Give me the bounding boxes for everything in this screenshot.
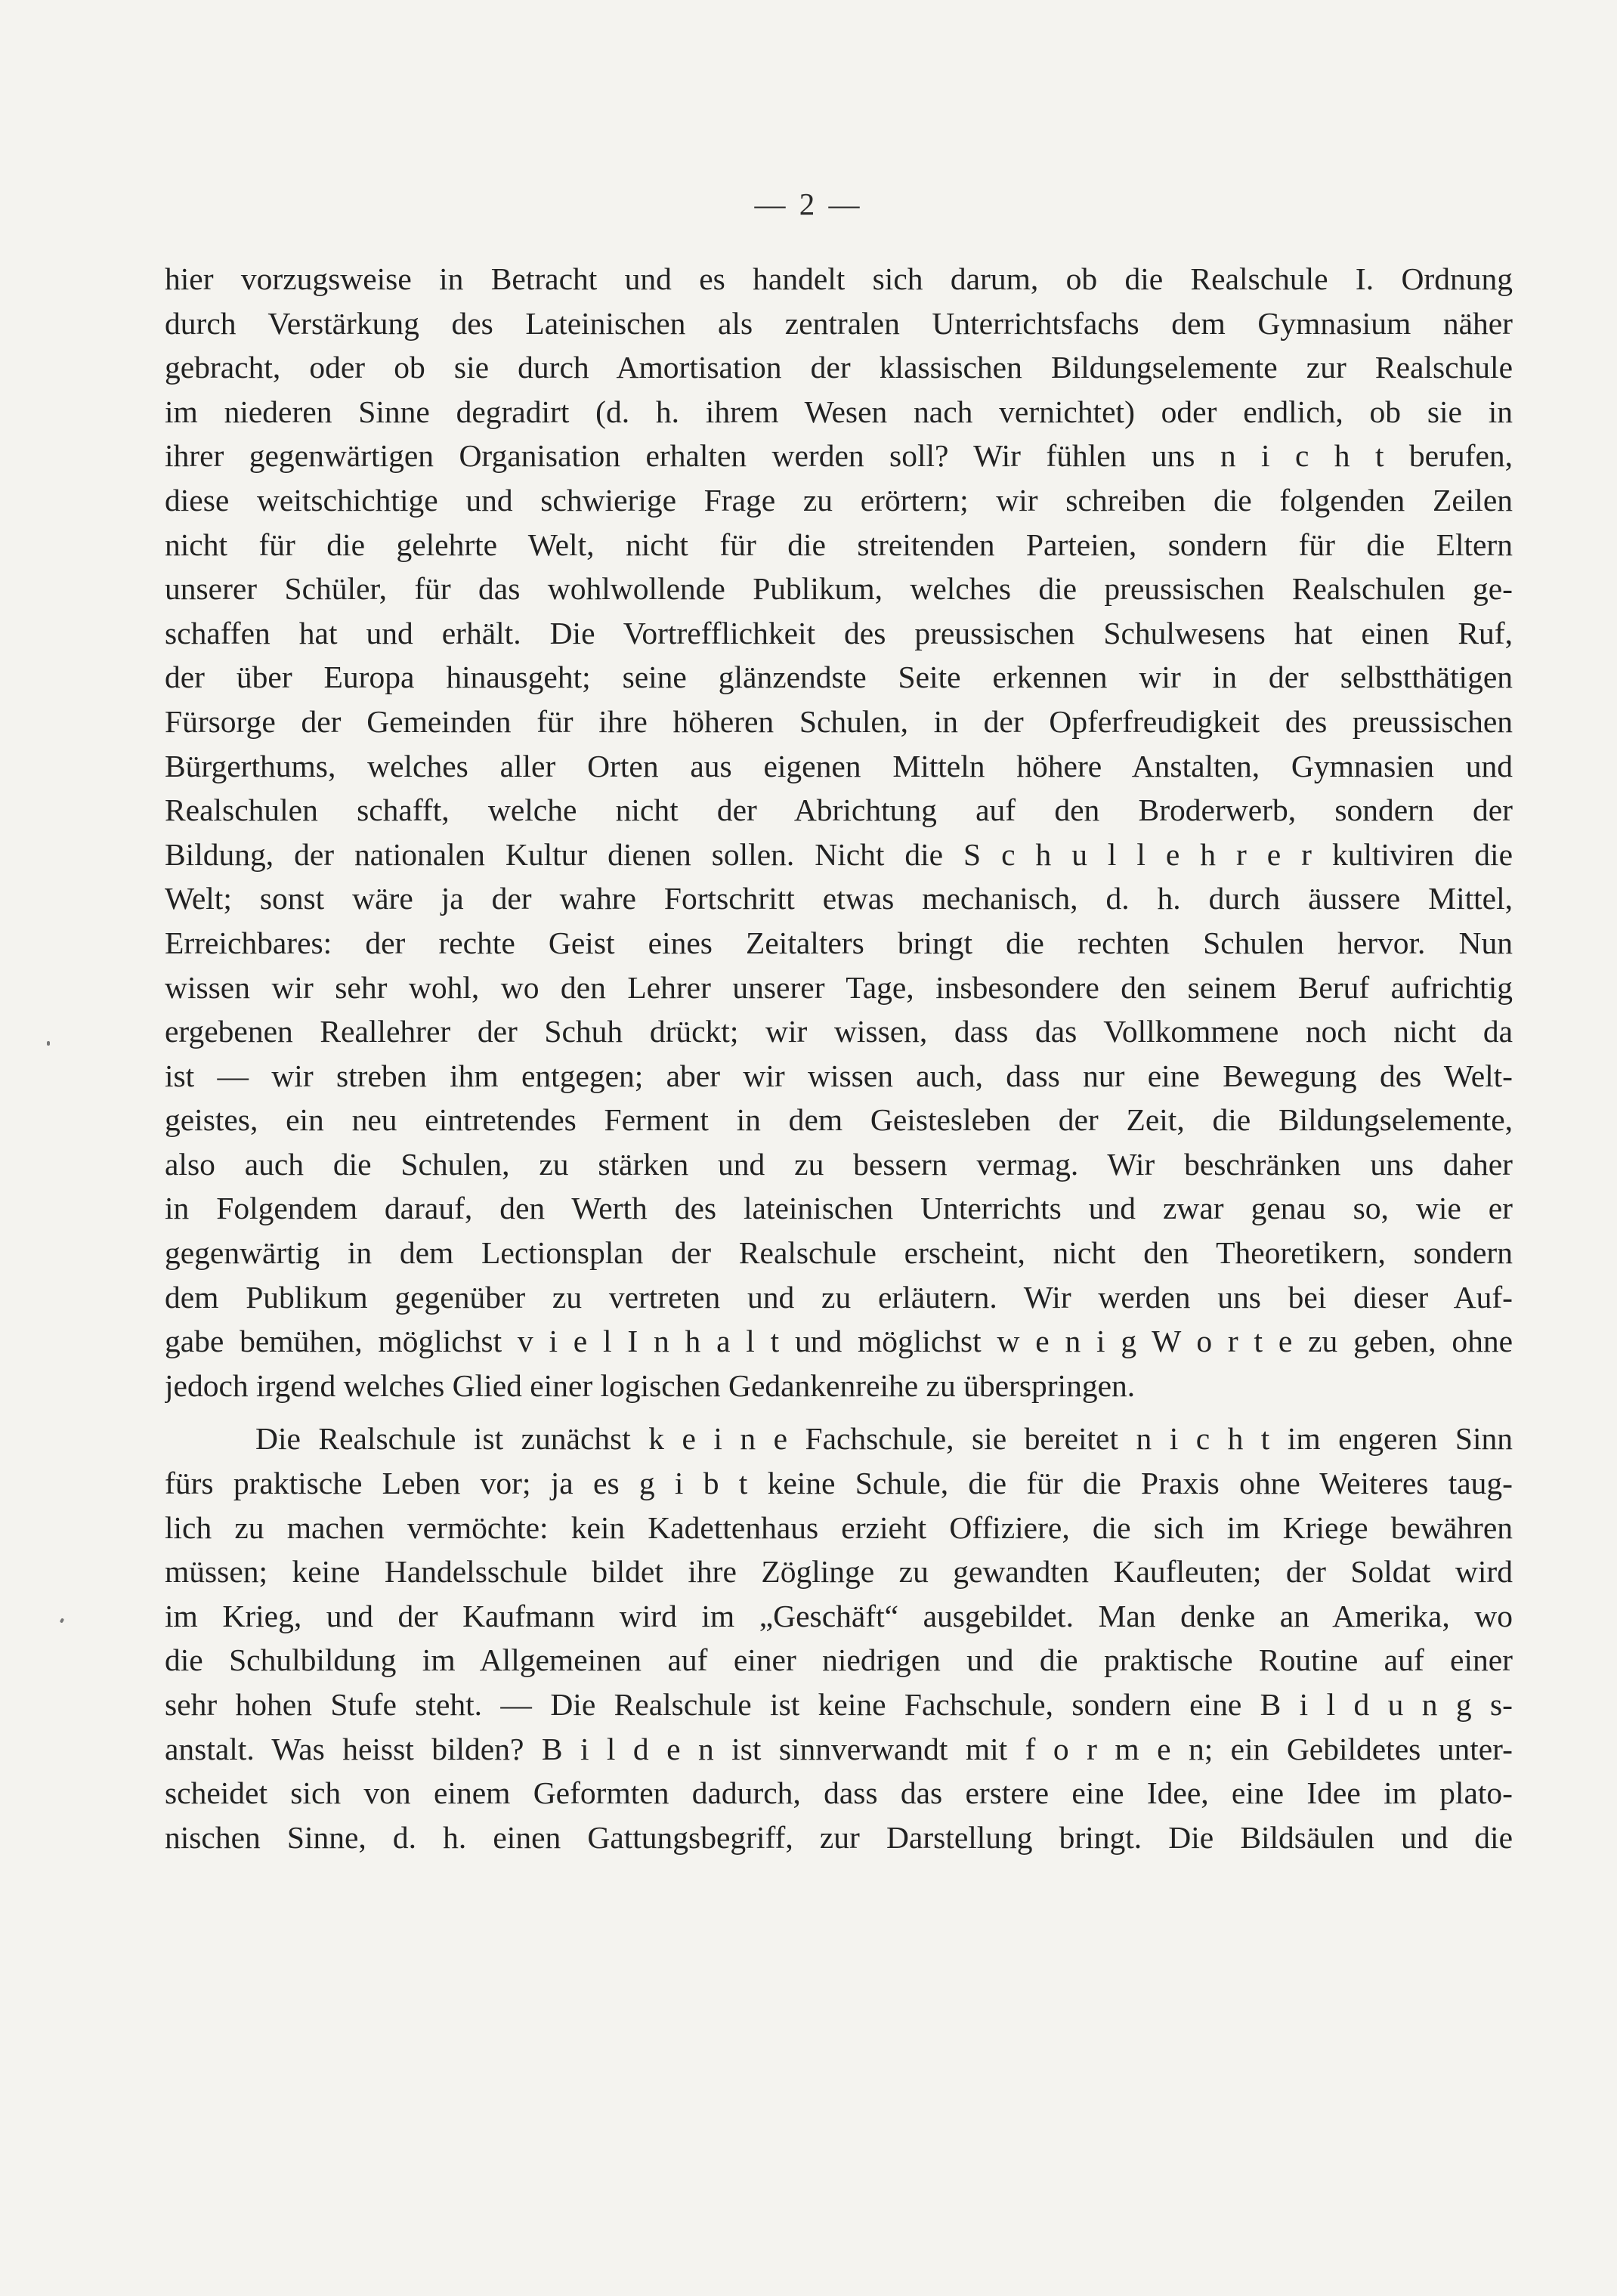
- text-line: schaffen hat und erhält. Die Vortrefflichkeit des preussischen Schulwesens hat einen Ruf,: [165, 615, 1513, 650]
- page-number: — 2 —: [754, 187, 863, 221]
- text-line: hier vorzugsweise in Betracht und es handelt sich darum, ob die Realschule I. Ordnung: [165, 261, 1513, 296]
- text-line: ist — wir streben ihm entgegen; aber wir wissen auch, dass nur eine Bewegung des Welt-: [165, 1058, 1513, 1093]
- text-line: der über Europa hinausgeht; seine glänzendste Seite erkennen wir in der selbstthätigen: [165, 660, 1513, 695]
- text-line: also auch die Schulen, zu stärken und zu bessern vermag. Wir beschränken uns daher: [165, 1146, 1513, 1182]
- text-line: die Schulbildung im Allgemeinen auf einer niedrigen und die praktische Routine auf einer: [165, 1642, 1513, 1678]
- text-line: geistes, ein neu eintretendes Ferment in dem Geistesleben der Zeit, die Bildungselemente,: [165, 1102, 1513, 1138]
- scan-speck: [60, 1618, 64, 1623]
- text-line: anstalt. Was heisst bilden? B i l d e n ist sinnverwandt mit f o r m e n; ein Gebildetes unter-: [165, 1731, 1513, 1766]
- text-line: ihrer gegenwärtigen Organisation erhalten werden soll? Wir fühlen uns n i c h t berufen,: [165, 438, 1513, 474]
- text-line: lich zu machen vermöchte: kein Kadettenhaus erzieht Offiziere, die sich im Kriege bewähren: [165, 1510, 1513, 1545]
- paragraph-1: [165, 257, 1513, 1408]
- paragraph-2: [165, 1417, 1513, 1859]
- text-line: Welt; sonst wäre ja der wahre Fortschritt etwas mechanisch, d. h. durch äussere Mittel,: [165, 881, 1513, 916]
- scan-speck: [47, 1041, 50, 1046]
- text-line: in Folgendem darauf, den Werth des lateinischen Unterrichts und zwar genau so, wie er: [165, 1191, 1513, 1226]
- text-line: sehr hohen Stufe steht. — Die Realschule ist keine Fachschule, sondern eine B i l d u n g s-: [165, 1687, 1513, 1722]
- text-line: gegenwärtig in dem Lectionsplan der Realschule erscheint, nicht den Theoretikern, sondern: [165, 1235, 1513, 1271]
- text-line: wissen wir sehr wohl, wo den Lehrer unserer Tage, insbesondere den seinem Beruf aufrichtig: [165, 969, 1513, 1005]
- text-line: Die Realschule ist zunächst k e i n e Fachschule, sie bereitet n i c h t im engeren Sinn: [255, 1421, 1513, 1457]
- text-line: diese weitschichtige und schwierige Frage zu erörtern; wir schreiben die folgenden Zeilen: [165, 482, 1513, 518]
- text-line: unserer Schüler, für das wohlwollende Publikum, welches die preussischen Realschulen ge-: [165, 571, 1513, 607]
- text-line: ergebenen Reallehrer der Schuh drückt; wir wissen, dass das Vollkommene noch nicht da: [165, 1014, 1513, 1049]
- text-line: gabe bemühen, möglichst v i e l I n h a l t und möglichst w e n i g W o r t e zu geben, ohne: [165, 1324, 1513, 1359]
- text-line: gebracht, oder ob sie durch Amortisation der klassischen Bildungselemente zur Realschule: [165, 350, 1513, 385]
- text-line: Realschulen schafft, welche nicht der Abrichtung auf den Broderwerb, sondern der: [165, 793, 1513, 828]
- body-text: [165, 257, 1513, 1859]
- text-line: im Krieg, und der Kaufmann wird im „Geschäft“ ausgebildet. Man denke an Amerika, wo: [165, 1598, 1513, 1633]
- paragraph-gap: [165, 1408, 1513, 1417]
- text-line: fürs praktische Leben vor; ja es g i b t keine Schule, die für die Praxis ohne Weiteres taug-: [165, 1466, 1513, 1501]
- text-line: nicht für die gelehrte Welt, nicht für die streitenden Parteien, sondern für die Eltern: [165, 527, 1513, 562]
- text-line: nischen Sinne, d. h. einen Gattungsbegriff, zur Darstellung bringt. Die Bildsäulen und die: [165, 1819, 1513, 1855]
- text-line: müssen; keine Handelsschule bildet ihre Zöglinge zu gewandten Kaufleuten; der Soldat wird: [165, 1554, 1513, 1590]
- text-line: durch Verstärkung des Lateinischen als zentralen Unterrichtsfachs dem Gymnasium näher: [165, 305, 1513, 341]
- text-line: dem Publikum gegenüber zu vertreten und zu erläutern. Wir werden uns bei dieser Auf-: [165, 1279, 1513, 1315]
- text-line: Fürsorge der Gemeinden für ihre höheren Schulen, in der Opferfreudigkeit des preussischen: [165, 703, 1513, 739]
- text-line: Bildung, der nationalen Kultur dienen sollen. Nicht die S c h u l l e h r e r kultiviren die: [165, 836, 1513, 872]
- text-line: im niederen Sinne degradirt (d. h. ihrem Wesen nach vernichtet) oder endlich, ob sie in: [165, 394, 1513, 429]
- text-line: Bürgerthums, welches aller Orten aus eigenen Mitteln höhere Anstalten, Gymnasien und: [165, 748, 1513, 783]
- text-line: scheidet sich von einem Geformten dadurch, dass das erstere eine Idee, eine Idee im plato-: [165, 1775, 1513, 1811]
- text-line: jedoch irgend welches Glied einer logischen Gedankenreihe zu überspringen.: [165, 1367, 1136, 1403]
- text-line: Erreichbares: der rechte Geist eines Zeitalters bringt die rechten Schulen hervor. Nun: [165, 925, 1513, 960]
